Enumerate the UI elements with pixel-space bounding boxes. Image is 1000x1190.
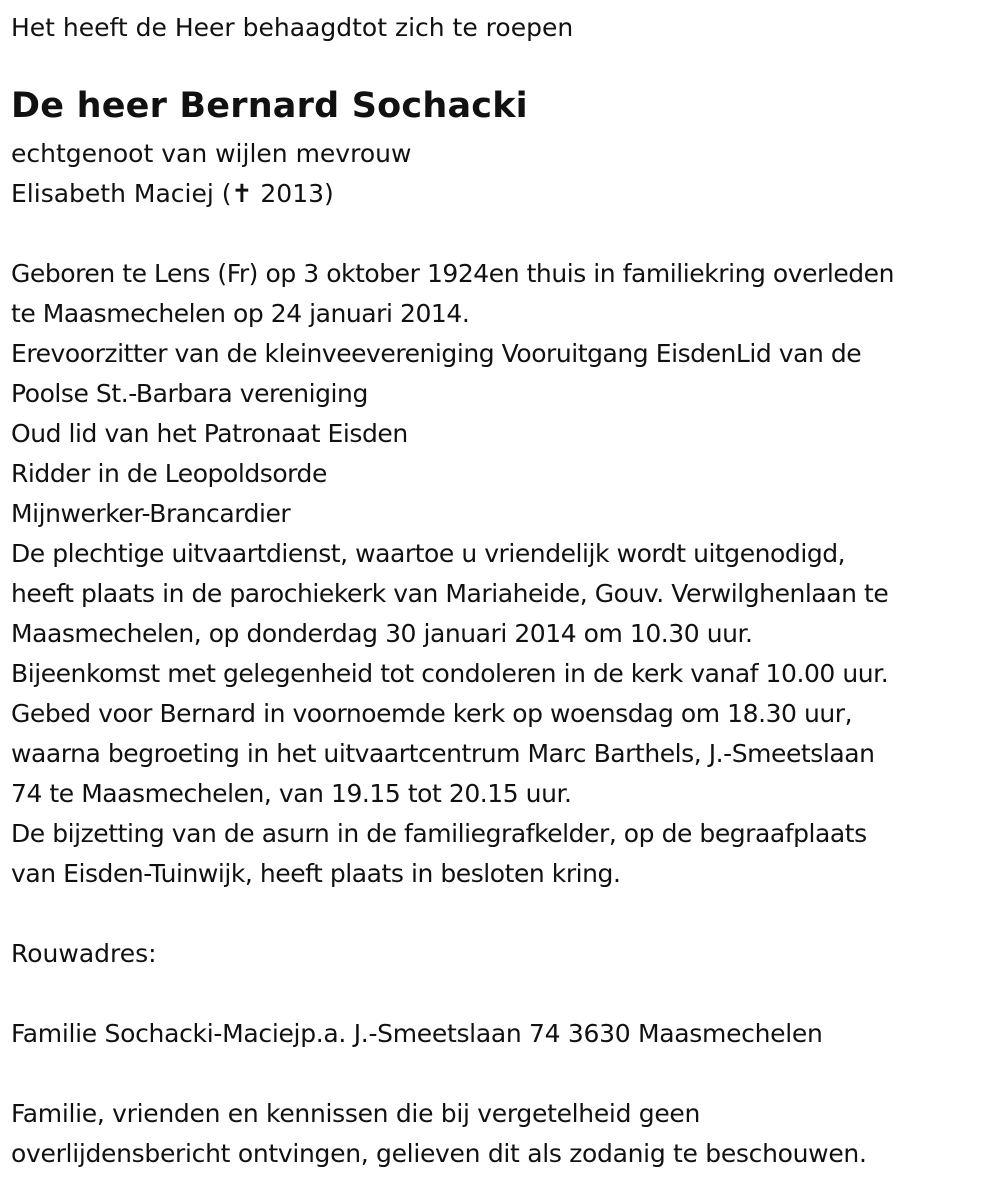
body-line: Oud lid van het Patronaat Eisden bbox=[11, 419, 408, 448]
address-label: Rouwadres: bbox=[11, 939, 157, 968]
body-line: De bijzetting van de asurn in de familiegrafkelder, op de begraafplaats bbox=[11, 819, 867, 848]
body-line: De plechtige uitvaartdienst, waartoe u vriendelijk wordt uitgenodigd, bbox=[11, 539, 846, 568]
obituary-body bbox=[11, 254, 894, 894]
body-line: Ridder in de Leopoldsorde bbox=[11, 459, 327, 488]
body-line: Maasmechelen, op donderdag 30 januari 2014 om 10.30 uur. bbox=[11, 619, 753, 648]
spouse-info bbox=[11, 134, 411, 214]
body-line: te Maasmechelen op 24 januari 2014. bbox=[11, 299, 470, 328]
deceased-name: De heer Bernard Sochacki bbox=[11, 86, 528, 126]
body-line: heeft plaats in de parochiekerk van Mariaheide, Gouv. Verwilghenlaan te bbox=[11, 579, 889, 608]
body-line: Gebed voor Bernard in voornoemde kerk op woensdag om 18.30 uur, bbox=[11, 699, 853, 728]
body-line: Mijnwerker-Brancardier bbox=[11, 499, 291, 528]
closing-line-1: Familie, vrienden en kennissen die bij vergetelheid geen bbox=[11, 1099, 701, 1128]
body-line: Geboren te Lens (Fr) op 3 oktober 1924en thuis in familiekring overleden bbox=[11, 259, 895, 288]
body-line: 74 te Maasmechelen, van 19.15 tot 20.15 uur. bbox=[11, 779, 572, 808]
body-line: Erevoorzitter van de kleinveevereniging Vooruitgang EisdenLid van de bbox=[11, 339, 862, 368]
mourning-address: Familie Sochacki-Maciejp.a. J.-Smeetslaan 74 3630 Maasmechelen bbox=[11, 1019, 823, 1048]
body-line: waarna begroeting in het uitvaartcentrum Marc Barthels, J.-Smeetslaan bbox=[11, 739, 875, 768]
closing-line-2: overlijdensbericht ontvingen, gelieven dit als zodanig te beschouwen. bbox=[11, 1139, 867, 1168]
spouse-line-1: echtgenoot van wijlen mevrouw bbox=[11, 139, 412, 168]
closing-note bbox=[11, 1094, 867, 1174]
body-line: van Eisden-Tuinwijk, heeft plaats in besloten kring. bbox=[11, 859, 621, 888]
body-line: Poolse St.-Barbara vereniging bbox=[11, 379, 368, 408]
body-line: Bijeenkomst met gelegenheid tot condoleren in de kerk vanaf 10.00 uur. bbox=[11, 659, 889, 688]
intro-text: Het heeft de Heer behaagdtot zich te roepen bbox=[11, 13, 574, 42]
spouse-line-2: Elisabeth Maciej (✝ 2013) bbox=[11, 179, 334, 208]
